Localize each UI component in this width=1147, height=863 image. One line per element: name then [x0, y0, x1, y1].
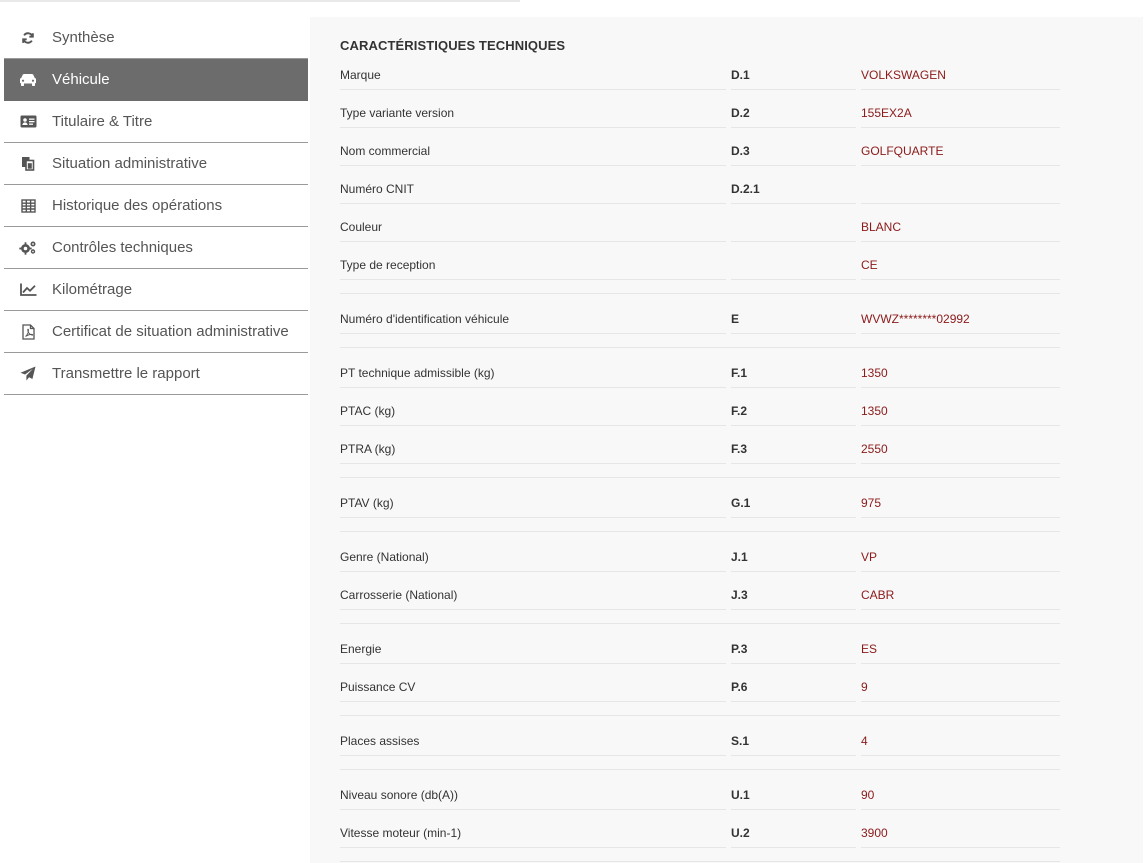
row-divider: [731, 241, 856, 242]
group-divider: [340, 347, 1060, 348]
row-divider: [861, 571, 1060, 572]
field-value: 1350: [861, 366, 888, 380]
group-divider: [340, 293, 1060, 294]
row-divider: [731, 663, 856, 664]
table-row: [340, 733, 1060, 767]
field-code: G.1: [731, 496, 751, 510]
field-label: PTRA (kg): [340, 442, 396, 456]
table-row: [340, 825, 1060, 859]
group-divider: [340, 623, 1060, 624]
field-code: F.2: [731, 404, 748, 418]
row-divider: [340, 89, 726, 90]
row-divider: [731, 387, 856, 388]
row-divider: [861, 241, 1060, 242]
row-divider: [340, 609, 726, 610]
field-label: PT technique admissible (kg): [340, 366, 495, 380]
row-divider: [861, 127, 1060, 128]
field-code: J.3: [731, 588, 748, 602]
row-divider: [861, 847, 1060, 848]
row-divider: [340, 333, 726, 334]
row-divider: [731, 203, 856, 204]
row-divider: [340, 517, 726, 518]
field-code: E: [731, 312, 740, 326]
field-value: 1350: [861, 404, 888, 418]
group-divider: [340, 477, 1060, 478]
sidebar-item-label: Historique des opérations: [52, 197, 223, 214]
sidebar-item-synthese[interactable]: [4, 17, 308, 59]
field-label: Couleur: [340, 220, 383, 234]
row-divider: [861, 701, 1060, 702]
field-code: F.1: [731, 366, 748, 380]
table-row: [340, 311, 1060, 345]
row-divider: [731, 571, 856, 572]
id-card-icon: [4, 115, 52, 128]
line-chart-icon: [4, 283, 52, 296]
row-divider: [861, 203, 1060, 204]
paper-plane-icon: [4, 366, 52, 381]
sidebar-item-label: Titulaire & Titre: [52, 113, 153, 130]
field-label: Niveau sonore (db(A)): [340, 788, 459, 802]
field-value: BLANC: [861, 220, 902, 234]
table-row: [340, 787, 1060, 821]
row-divider: [340, 663, 726, 664]
top-divider: [0, 0, 520, 2]
field-value: VOLKSWAGEN: [861, 68, 946, 82]
table-row: [340, 549, 1060, 583]
table-row: [340, 441, 1060, 475]
row-divider: [861, 755, 1060, 756]
field-label: Type variante version: [340, 106, 455, 120]
sidebar-item-label: Certificat de situation administrative: [52, 323, 289, 340]
row-divider: [340, 279, 726, 280]
field-value: WVWZ********02992: [861, 312, 970, 326]
row-divider: [861, 165, 1060, 166]
sidebar-item-kilometrage[interactable]: [4, 269, 308, 311]
field-label: Numéro CNIT: [340, 182, 415, 196]
field-code: F.3: [731, 442, 748, 456]
row-divider: [861, 279, 1060, 280]
sidebar-item-titulaire[interactable]: [4, 101, 308, 143]
row-divider: [731, 463, 856, 464]
table-row: [340, 495, 1060, 529]
field-label: Numéro d'identification véhicule: [340, 312, 510, 326]
row-divider: [861, 463, 1060, 464]
row-divider: [731, 127, 856, 128]
field-value: CE: [861, 258, 878, 272]
field-value: GOLFQUARTE: [861, 144, 944, 158]
row-divider: [861, 517, 1060, 518]
row-divider: [340, 463, 726, 464]
row-divider: [731, 755, 856, 756]
field-label: Places assises: [340, 734, 420, 748]
table-row: [340, 257, 1060, 291]
row-divider: [731, 279, 856, 280]
sidebar-item-controles[interactable]: [4, 227, 308, 269]
row-divider: [861, 89, 1060, 90]
group-divider: [340, 715, 1060, 716]
field-value: VP: [861, 550, 878, 564]
section-title: CARACTÉRISTIQUES TECHNIQUES: [340, 38, 566, 53]
refresh-icon: [4, 31, 52, 45]
field-label: PTAV (kg): [340, 496, 394, 510]
field-code: D.2.1: [731, 182, 760, 196]
field-value: 90: [861, 788, 875, 802]
row-divider: [861, 387, 1060, 388]
row-divider: [731, 165, 856, 166]
field-label: Vitesse moteur (min-1): [340, 826, 462, 840]
row-divider: [731, 333, 856, 334]
field-value: ES: [861, 642, 878, 656]
row-divider: [340, 387, 726, 388]
field-label: Marque: [340, 68, 381, 82]
row-divider: [861, 609, 1060, 610]
row-divider: [731, 517, 856, 518]
sidebar-item-label: Contrôles techniques: [52, 239, 193, 256]
field-code: P.3: [731, 642, 748, 656]
sidebar-item-label: Situation administrative: [52, 155, 208, 172]
sidebar-nav: [4, 17, 308, 395]
sidebar-item-label: Véhicule: [52, 71, 110, 88]
row-divider: [340, 847, 726, 848]
car-icon: [4, 73, 52, 87]
pdf-file-icon: [4, 324, 52, 340]
field-value: 9: [861, 680, 868, 694]
sidebar-item-certificat[interactable]: [4, 311, 308, 353]
sidebar-item-vehicule[interactable]: [4, 59, 308, 101]
sidebar-item-transmettre[interactable]: [4, 353, 308, 395]
field-value: 4: [861, 734, 868, 748]
field-value: 155EX2A: [861, 106, 912, 120]
row-divider: [861, 663, 1060, 664]
table-row: [340, 403, 1060, 437]
group-divider: [340, 531, 1060, 532]
field-value: 2550: [861, 442, 888, 456]
field-code: U.2: [731, 826, 750, 840]
row-divider: [861, 425, 1060, 426]
gears-icon: [4, 240, 52, 255]
field-value: 975: [861, 496, 882, 510]
table-icon: [4, 199, 52, 213]
row-divider: [861, 809, 1060, 810]
field-label: Nom commercial: [340, 144, 431, 158]
field-code: U.1: [731, 788, 750, 802]
sidebar-item-situation-administrative[interactable]: [4, 143, 308, 185]
field-code: D.3: [731, 144, 750, 158]
field-label: Type de reception: [340, 258, 436, 272]
field-label: Energie: [340, 642, 382, 656]
table-row: [340, 67, 1060, 101]
field-code: D.1: [731, 68, 750, 82]
table-row: [340, 587, 1060, 621]
field-code: P.6: [731, 680, 748, 694]
sidebar-item-label: Synthèse: [52, 29, 115, 46]
table-row: [340, 143, 1060, 177]
table-row: [340, 641, 1060, 675]
field-label: Puissance CV: [340, 680, 416, 694]
documents-icon: [4, 156, 52, 171]
row-divider: [340, 241, 726, 242]
field-label: Carrosserie (National): [340, 588, 458, 602]
row-divider: [340, 571, 726, 572]
field-code: J.1: [731, 550, 748, 564]
row-divider: [340, 701, 726, 702]
field-code: S.1: [731, 734, 750, 748]
table-row: [340, 181, 1060, 215]
field-code: D.2: [731, 106, 750, 120]
sidebar-item-label: Transmettre le rapport: [52, 365, 200, 382]
row-divider: [731, 809, 856, 810]
row-divider: [340, 425, 726, 426]
row-divider: [340, 203, 726, 204]
sidebar-item-label: Kilométrage: [52, 281, 133, 298]
row-divider: [340, 755, 726, 756]
table-row: [340, 105, 1060, 139]
table-row: [340, 219, 1060, 253]
row-divider: [340, 165, 726, 166]
row-divider: [861, 333, 1060, 334]
field-value: CABR: [861, 588, 895, 602]
row-divider: [340, 127, 726, 128]
sidebar-item-historique[interactable]: [4, 185, 308, 227]
group-divider: [340, 861, 1060, 862]
field-label: Genre (National): [340, 550, 429, 564]
row-divider: [731, 89, 856, 90]
row-divider: [731, 425, 856, 426]
field-value: 3900: [861, 826, 888, 840]
table-row: [340, 679, 1060, 713]
row-divider: [340, 809, 726, 810]
row-divider: [731, 847, 856, 848]
group-divider: [340, 769, 1060, 770]
row-divider: [731, 701, 856, 702]
table-row: [340, 365, 1060, 399]
field-label: PTAC (kg): [340, 404, 396, 418]
row-divider: [731, 609, 856, 610]
technical-characteristics-panel: [310, 17, 1143, 863]
